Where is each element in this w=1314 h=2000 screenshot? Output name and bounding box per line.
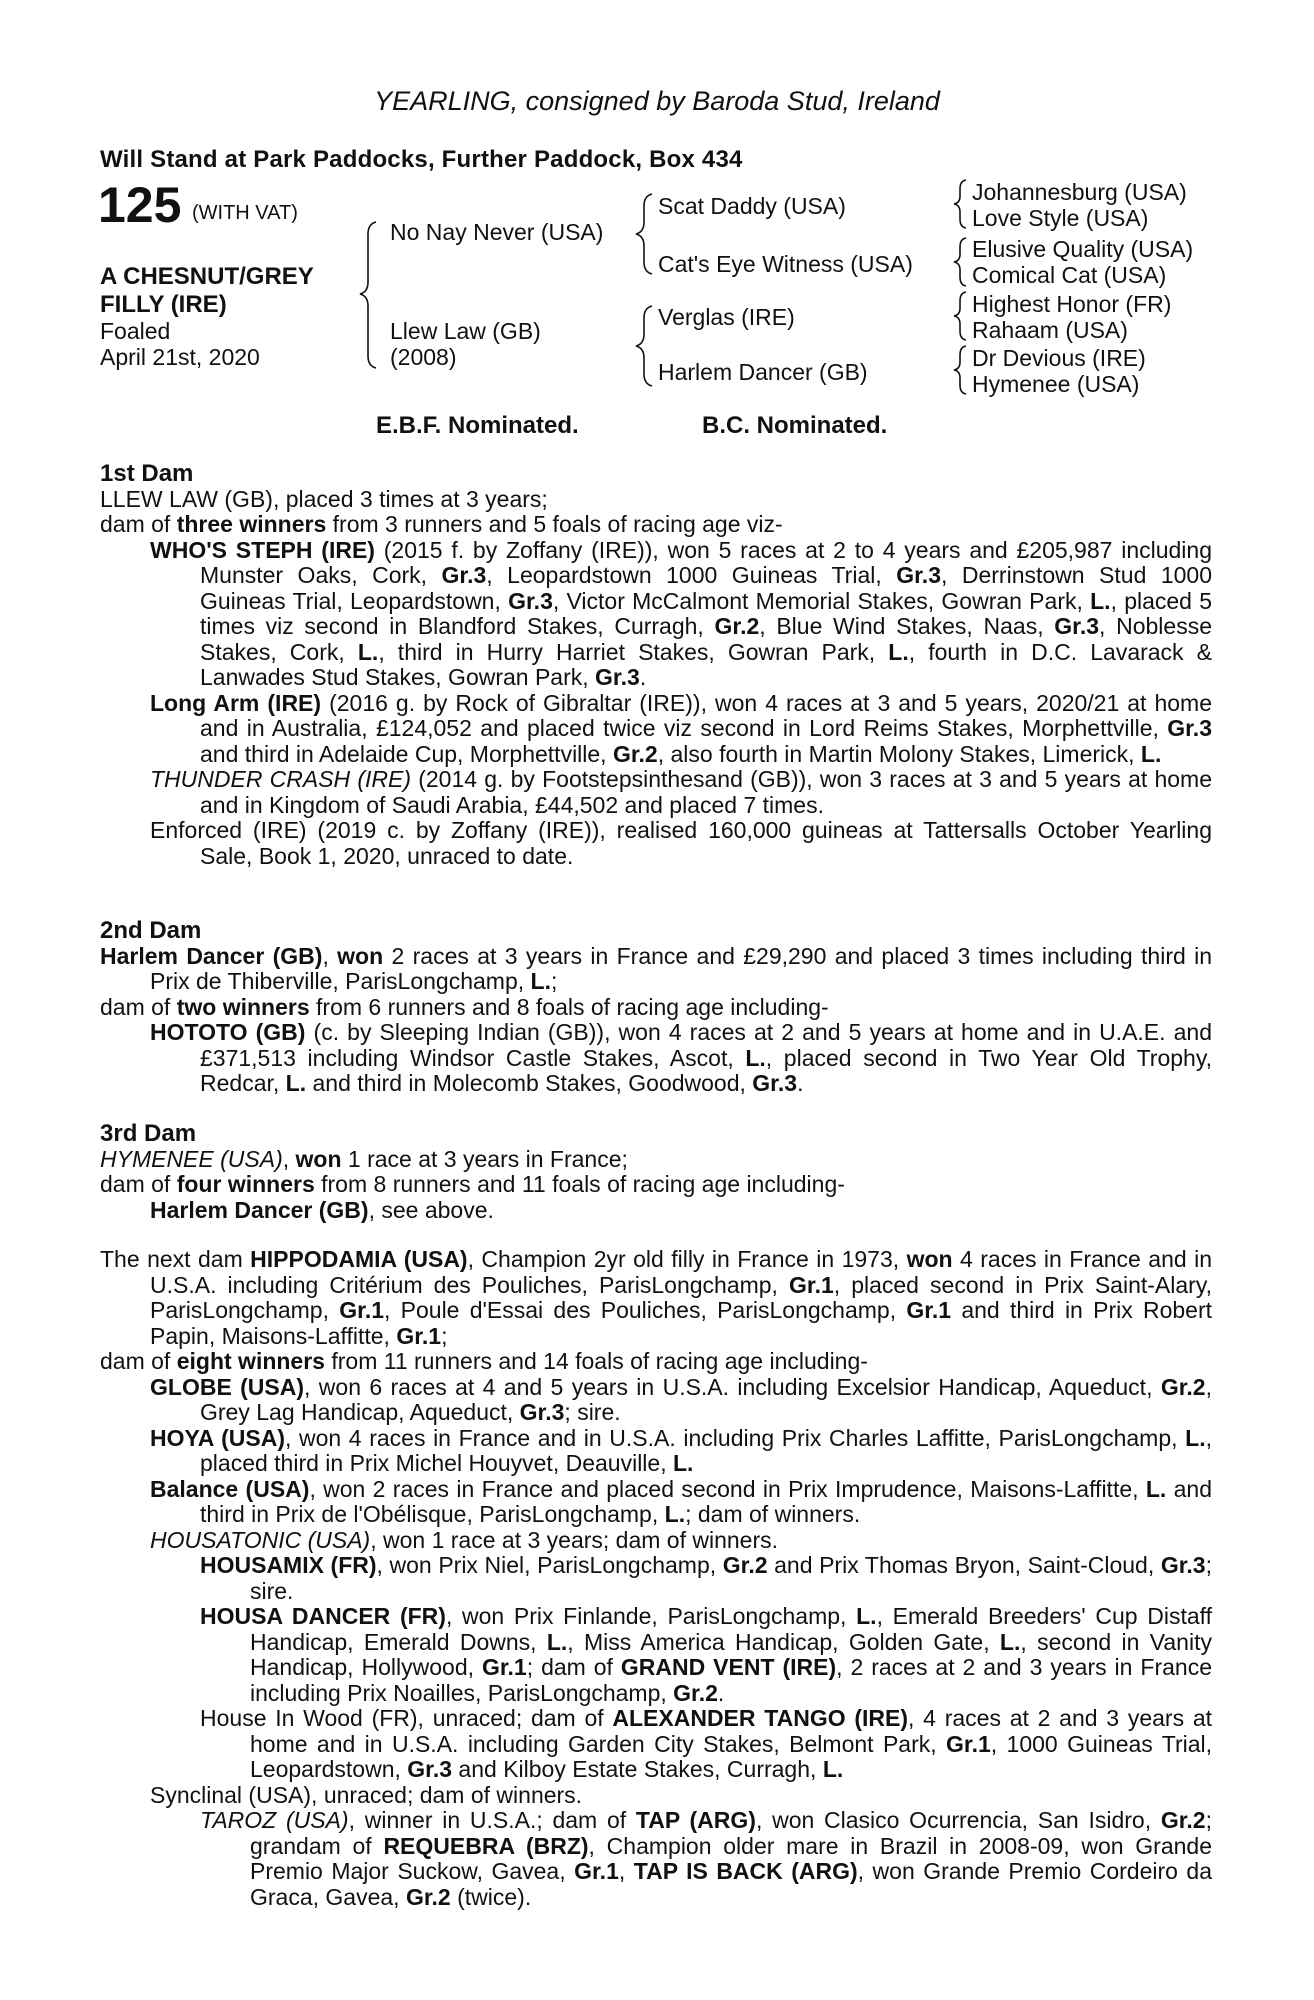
text-run: L. [664, 1501, 686, 1527]
text-run: , Victor McCalmont Memorial Stakes, Gowran Park, [552, 587, 1091, 614]
text-run: , Poule d'Essai des Pouliches, ParisLongchamp, [384, 1297, 907, 1323]
text-run: L. [1090, 587, 1111, 614]
text-run: L. [856, 1603, 877, 1629]
text-run: , 4 races at 2 and 3 years at home and in U.S.A. including Garden City Stakes, Belmont Park, [250, 1705, 1212, 1757]
text-run: , 1000 Guineas Trial, Leopardstown, [250, 1730, 1213, 1782]
text-run: Gr.3 [752, 1070, 798, 1096]
dam-sire-name: Verglas (IRE) [658, 304, 795, 330]
text-run: Enforced (IRE) (2019 c. by Zoffany (IRE)), realised 160,000 guineas at Tattersalls October Yearling Sale, Book 1, 2020, unraced to date. [150, 817, 1212, 869]
text-run: GRAND VENT (IRE) [620, 1654, 837, 1680]
text-run: , placed 5 times viz second in Blandford Stakes, Curragh, [200, 587, 1212, 639]
produce-balance [100, 1477, 1212, 1528]
text-run: and Kilboy Estate Stakes, Curragh, [452, 1756, 823, 1782]
text-run: Gr.1 [906, 1297, 952, 1323]
text-run: . [797, 1070, 804, 1096]
next-dam-produce-summary: dam of eight winners from 11 runners and 14 foals of racing age including- [100, 1348, 868, 1374]
text-run: Gr.2 [1160, 1373, 1206, 1400]
text-run: Balance (USA) [150, 1475, 310, 1502]
text-run: , won Clasico Ocurrencia, San Isidro, [755, 1807, 1161, 1833]
text-run: ; dam of [526, 1654, 621, 1680]
text-run: ALEXANDER TANGO (IRE) [612, 1705, 909, 1731]
text-run: , Champion 2yr old filly in France in 1973, [467, 1246, 907, 1272]
sex-description-line2: FILLY (IRE) [100, 291, 227, 318]
produce-harlem-dancer [100, 1198, 1212, 1224]
text-run: and third in Prix de l'Obélisque, ParisLongchamp, [200, 1475, 1213, 1527]
text-run: and third in Molecomb Stakes, Goodwood, [306, 1070, 753, 1096]
text-run: , 2 races at 2 and 3 years in France including Prix Noailles, ParisLongchamp, [250, 1654, 1212, 1706]
ebf-nomination: E.B.F. Nominated. [376, 412, 579, 439]
produce-enforced [100, 818, 1212, 869]
text-run: HOYA (USA) [150, 1424, 285, 1451]
text-run: (2015 f. by Zoffany (IRE)), won 5 races at 2 to 4 years and £205,987 including Munster Oaks, Cork, [200, 536, 1212, 588]
text-run: Gr.3 [595, 664, 640, 690]
text-run: Gr.2 [714, 613, 760, 639]
text-run: HYMENEE (USA) [100, 1145, 283, 1172]
second-dam-section [100, 918, 1212, 1097]
text-run: , won Prix Finlande, ParisLongchamp, [445, 1603, 857, 1629]
text-run: HOUSAMIX (FR) [200, 1552, 377, 1578]
text-run: , placed second in Prix Saint-Alary, ParisLongchamp, [150, 1271, 1213, 1323]
text-run: The next dam [100, 1246, 251, 1272]
lot-number: 125 [98, 177, 182, 233]
text-run: Gr.2 [1160, 1807, 1206, 1833]
text-run: Gr.2 [612, 740, 658, 767]
text-run: Gr.3 [508, 587, 553, 614]
text-run: L. [745, 1044, 766, 1071]
text-run: WHO'S STEPH (IRE) [150, 536, 375, 563]
text-run: Gr.1 [481, 1654, 527, 1680]
text-run: , [618, 1858, 634, 1884]
text-run: , Noblesse Stakes, Cork, [200, 613, 1212, 665]
ggp-5: Highest Honor (FR) [972, 291, 1172, 317]
third-dam-heading: 3rd Dam [100, 1120, 197, 1147]
produce-house-in-wood [100, 1706, 1212, 1783]
text-run: Gr.3 [407, 1756, 453, 1782]
text-run: won [295, 1145, 342, 1172]
produce-housatonic [100, 1528, 1212, 1554]
text-run: Harlem Dancer (GB) [150, 1196, 369, 1223]
text-run: , placed third in Prix Michel Houyvet, Deauville, [200, 1424, 1212, 1476]
text-run: L. [999, 1628, 1021, 1655]
text-run: , fourth in D.C. Lavarack & Lanwades Stud Stakes, Gowran Park, [200, 638, 1212, 690]
text-run: HIPPODAMIA (USA) [250, 1246, 468, 1272]
text-run: . [639, 664, 647, 690]
text-run: , Emerald Breeders' Cup Distaff Handicap, Emerald Downs, [250, 1603, 1212, 1655]
bc-nomination: B.C. Nominated. [702, 412, 888, 439]
next-dam-section [100, 1247, 1212, 1910]
text-run: Gr.1 [396, 1322, 442, 1349]
third-dam-section [100, 1121, 1212, 1223]
text-run: Gr.3 [1167, 715, 1212, 741]
text-run: (2016 g. by Rock of Gibraltar (IRE)), won 4 races at 3 and 5 years, 2020/21 at home and in Australia, £124,052 and placed twice viz second in Lord Reims Stakes, Morphettville, [200, 689, 1212, 741]
text-run: L. [1145, 1475, 1167, 1502]
text-run: , won 6 races at 4 and 5 years in U.S.A. including Excelsior Handicap, Aqueduct, [304, 1373, 1161, 1400]
text-run: ; grandam of [250, 1807, 1212, 1859]
text-run: L. [1185, 1424, 1206, 1451]
text-run: , Derrinstown Stud 1000 Guineas Trial, Leopardstown, [200, 562, 1212, 614]
ggp-1: Johannesburg (USA) [972, 179, 1187, 205]
text-run: HOTOTO (GB) [150, 1019, 306, 1045]
ggp-7: Dr Devious (IRE) [972, 345, 1146, 371]
text-run: TAP (ARG) [635, 1807, 756, 1833]
text-run: L. [672, 1450, 694, 1476]
first-dam-produce-summary: dam of three winners from 3 runners and 5 foals of racing age viz- [100, 511, 783, 537]
text-run: Gr.2 [405, 1883, 451, 1910]
text-run: Gr.1 [946, 1730, 991, 1757]
text-run: , see above. [368, 1196, 494, 1223]
text-run: (c. by Sleeping Indian (GB)), won 4 races at 2 and 5 years at home and in U.A.E. and £371,513 including Windsor Castle Stakes, Ascot, [200, 1019, 1212, 1071]
text-run: , won 4 races in France and in U.S.A. including Prix Charles Laffitte, ParisLongchamp, [284, 1424, 1186, 1451]
text-run: House In Wood (FR), unraced; dam of [200, 1705, 613, 1731]
text-run: 2 races at 3 years in France and £29,290 and placed 3 times including third in Prix de Thiberville, ParisLongchamp, [150, 942, 1212, 994]
text-run: ; sire. [564, 1399, 621, 1425]
text-run: (twice). [450, 1883, 532, 1910]
second-dam-produce-summary: dam of two winners from 6 runners and 8 foals of racing age including- [100, 993, 829, 1020]
produce-hoya [100, 1426, 1212, 1477]
text-run: , won 1 race at 3 years; dam of winners. [370, 1526, 779, 1553]
text-run: HOUSA DANCER (FR) [200, 1603, 446, 1629]
text-run: , Leopardstown 1000 Guineas Trial, [486, 562, 897, 588]
text-run: TAROZ (USA) [200, 1807, 349, 1833]
text-run: , winner in U.S.A.; dam of [348, 1807, 636, 1833]
text-run: , placed second in Two Year Old Trophy, Redcar, [200, 1044, 1212, 1096]
second-dam-heading: 2nd Dam [100, 917, 202, 944]
text-run: Harlem Dancer (GB) [100, 942, 323, 969]
ggp-8: Hymenee (USA) [972, 371, 1140, 397]
stand-location: Will Stand at Park Paddocks, Further Paddock, Box 434 [100, 146, 743, 173]
first-dam-heading: 1st Dam [100, 460, 194, 487]
vat-note: (WITH VAT) [192, 202, 298, 224]
next-dam-line [100, 1247, 1212, 1349]
ggp-4: Comical Cat (USA) [972, 262, 1167, 288]
text-run: , third in Hurry Harriet Stakes, Gowran Park, [378, 638, 889, 665]
text-run: Gr.1 [339, 1297, 385, 1323]
ggp-2: Love Style (USA) [972, 205, 1149, 231]
text-run: Gr.3 [519, 1399, 565, 1425]
foaled-label: Foaled [100, 318, 171, 344]
third-dam-produce-summary: dam of four winners from 8 runners and 11 foals of racing age including- [100, 1171, 845, 1197]
text-run: , second in Vanity Handicap, Hollywood, [250, 1628, 1212, 1680]
text-run: , won Prix Niel, ParisLongchamp, [376, 1552, 723, 1578]
sex-description-line1: A CHESNUT/GREY [100, 263, 314, 290]
text-run: , Blue Wind Stakes, Naas, [759, 613, 1055, 639]
dam-year: (2008) [390, 344, 457, 370]
text-run: THUNDER CRASH (IRE) [150, 766, 412, 792]
sire-dam-name: Cat's Eye Witness (USA) [658, 251, 913, 277]
text-run: ; sire. [250, 1552, 1212, 1604]
text-run: L. [357, 638, 379, 665]
text-run: REQUEBRA (BRZ) [383, 1832, 589, 1859]
text-run: L. [822, 1756, 844, 1782]
text-run: , [322, 942, 338, 969]
text-run: Gr.1 [574, 1858, 619, 1884]
text-run: L. [888, 638, 909, 665]
produce-taroz [100, 1808, 1212, 1910]
text-run: Gr.2 [673, 1679, 718, 1706]
ggp-6: Rahaam (USA) [972, 317, 1128, 343]
text-run: Gr.2 [722, 1552, 768, 1578]
text-run: , also fourth in Martin Molony Stakes, Limerick, [657, 740, 1141, 767]
text-run: and Prix Thomas Bryon, Saint-Cloud, [767, 1552, 1161, 1578]
text-run: Long Arm (IRE) [150, 689, 322, 716]
text-run: Gr.3 [1054, 613, 1100, 639]
text-run: , won 2 races in France and placed second in Prix Imprudence, Maisons-Laffitte, [309, 1475, 1146, 1502]
second-dam-line [100, 944, 1212, 995]
text-run: Gr.3 [1160, 1552, 1206, 1578]
text-run: won [337, 942, 384, 969]
third-dam-line [100, 1147, 1212, 1173]
produce-housa-dancer [100, 1604, 1212, 1706]
produce-hototo [100, 1020, 1212, 1097]
text-run: ; [441, 1322, 448, 1349]
text-run: ; dam of winners. [685, 1501, 861, 1527]
produce-synclinal [100, 1783, 1212, 1809]
text-run: GLOBE (USA) [150, 1373, 305, 1400]
text-run: won [906, 1246, 953, 1272]
produce-whos-steph [100, 538, 1212, 691]
text-run: TAP IS BACK (ARG) [633, 1858, 858, 1884]
text-run: . [717, 1679, 725, 1706]
text-run: 4 races in France and in U.S.A. including Critérium des Pouliches, ParisLongchamp, [150, 1246, 1212, 1298]
text-run: HOUSATONIC (USA) [150, 1526, 371, 1553]
text-run: L. [1140, 740, 1162, 767]
text-run: 1 race at 3 years in France; [341, 1145, 628, 1172]
text-run: , Grey Lag Handicap, Aqueduct, [200, 1373, 1212, 1425]
produce-housamix [100, 1553, 1212, 1604]
text-run: L. [285, 1070, 307, 1096]
text-run: Gr.3 [441, 562, 487, 588]
text-run: Gr.3 [896, 562, 941, 588]
sire-name: No Nay Never (USA) [390, 219, 604, 245]
text-run: and third in Prix Robert Papin, Maisons-Laffitte, [150, 1297, 1212, 1349]
text-run: L. [530, 968, 551, 994]
text-run: and third in Adelaide Cup, Morphettville, [200, 740, 613, 767]
dam-name: Llew Law (GB) [390, 318, 541, 344]
produce-thunder-crash [100, 767, 1212, 818]
sire-sire-name: Scat Daddy (USA) [658, 193, 846, 219]
text-run: , won Grande Premio Cordeiro da Graca, Gavea, [250, 1858, 1213, 1910]
foaled-date: April 21st, 2020 [100, 344, 260, 370]
dam-dam-name: Harlem Dancer (GB) [658, 359, 868, 385]
ggp-3: Elusive Quality (USA) [972, 236, 1194, 262]
text-run: , Miss America Handicap, Golden Gate, [567, 1628, 1000, 1655]
produce-globe [100, 1375, 1212, 1426]
first-dam-section [100, 461, 1212, 869]
text-run: , Champion older mare in Brazil in 2008-09, won Grande Premio Major Suckow, Gavea, [250, 1832, 1212, 1884]
text-run: (2014 g. by Footstepsinthesand (GB)), won 3 races at 3 and 5 years at home and in Kingdom of Saudi Arabia, £44,502 and placed 7 times. [200, 766, 1212, 818]
text-run: Gr.1 [789, 1271, 834, 1298]
page-title: YEARLING, consigned by Baroda Stud, Ireland [374, 86, 940, 116]
text-run: L. [546, 1628, 568, 1655]
produce-long-arm [100, 691, 1212, 768]
text-run: , [282, 1145, 296, 1172]
first-dam-line: LLEW LAW (GB), placed 3 times at 3 years; [100, 485, 548, 512]
text-run: Synclinal (USA), unraced; dam of winners. [150, 1781, 583, 1808]
text-run: ; [551, 968, 558, 994]
